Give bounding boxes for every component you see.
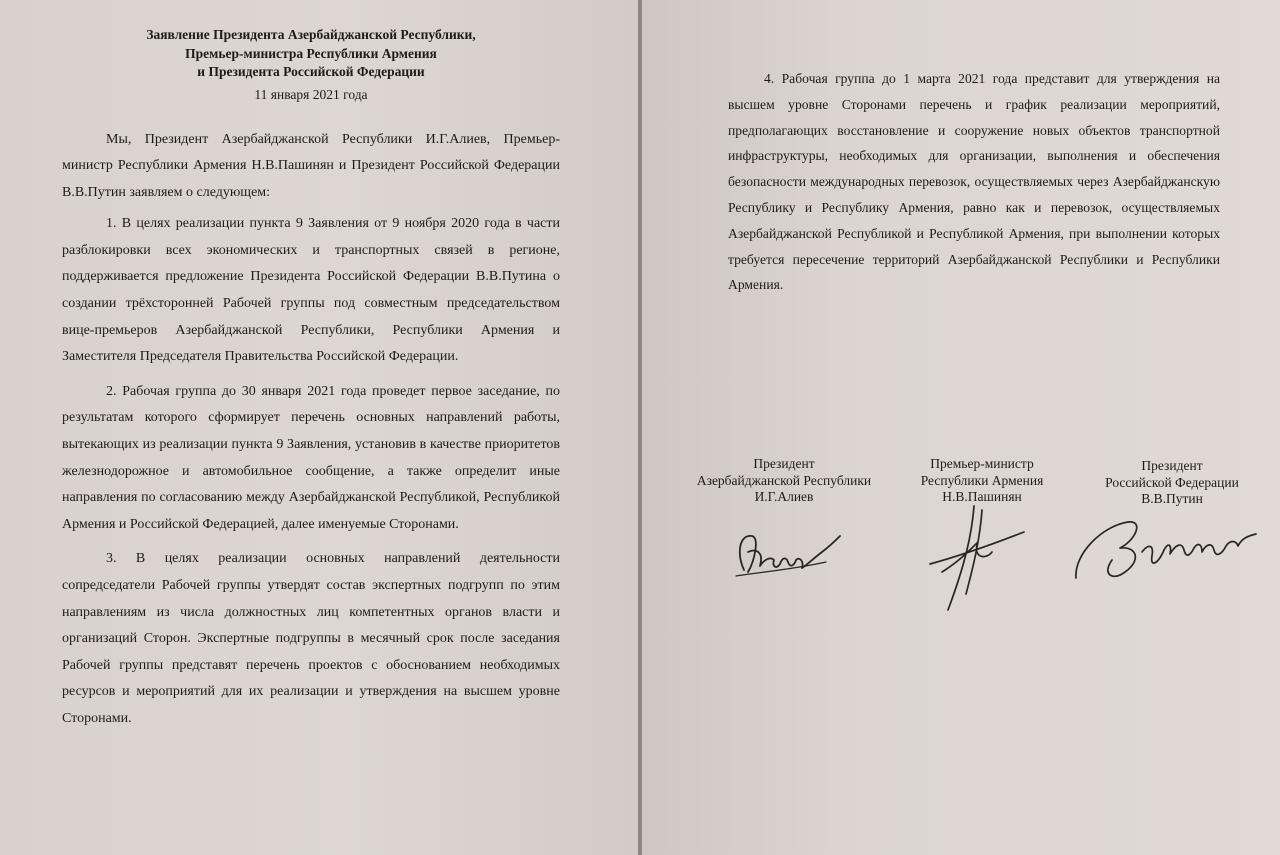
signature-aliyev-mark bbox=[730, 522, 850, 582]
title-line-2: Премьер-министра Республики Армения bbox=[185, 45, 437, 61]
signatory-1-role: Президент bbox=[753, 456, 815, 471]
signatory-3-country: Российской Федерации bbox=[1105, 474, 1239, 490]
point-3-paragraph: 3. В целях реализации основных направлений деятельности сопредседатели Рабочей группы утвердят состав экспертных подгрупп по этим направлениям из числа должностных лиц компетентных органов власти и организаций Сторон. Экспертные подгруппы в месячный срок после заседания Рабочей группы представят перечень проектов с обоснованием необходимых ресурсов и мероприятий для их реализации и утверждения на высшем уровне Сторонами. bbox=[62, 551, 560, 726]
signatory-2-role: Премьер-министр bbox=[930, 456, 1034, 471]
signatory-pashinyan bbox=[902, 456, 1062, 506]
point-4-paragraph: 4. Рабочая группа до 1 марта 2021 года представит для утверждения на высшем уровне Сторонами перечень и график реализации мероприятий, предполагающих восстановление и сооружение новых объектов транспортной инфраструктуры, необходимых для организации, выполнения и обеспечения безопасности международных перевозок, осуществляемых через Азербайджанскую Республику и Республику Армения, равно как и перевозок, осуществляемых Азербайджанской Республикой и Республикой Армения, при выполнении которых требуется пересечение территорий Азербайджанской Республики и Республики Армения. bbox=[728, 71, 1220, 293]
signatory-1-country: Азербайджанской Республики bbox=[696, 472, 872, 488]
statement-date: 11 января 2021 года bbox=[254, 86, 368, 102]
signatory-aliyev bbox=[678, 456, 890, 506]
signature-pashinyan-mark bbox=[922, 502, 1032, 614]
point-2-paragraph: 2. Рабочая группа до 30 января 2021 года проведет первое заседание, по результатам которого сформирует перечень основных направлений работы, вытекающих из реализации пункта 9 Заявления, установив в качестве приоритетов железнодорожное и автомобильное сообщение, а также определит иные направления по согласованию между Азербайджанской Республикой, Республикой Армения и Российской Федерацией, далее именуемые Сторонами. bbox=[62, 383, 560, 532]
signatory-3-role: Президент bbox=[1141, 458, 1203, 473]
point-1-paragraph: 1. В целях реализации пункта 9 Заявления от 9 ноября 2020 года в части разблокировки всех экономических и транспортных связей в регионе, поддерживается предложение Президента Российской Федерации В.В.Путина о создании трёхсторонней Рабочей группы под совместным председательством вице-премьеров Азербайджанской Республики, Республики Армения и Заместителя Председателя Правительства Российской Федерации. bbox=[62, 216, 560, 365]
signatory-putin bbox=[1084, 458, 1260, 508]
signature-putin-mark bbox=[1072, 514, 1262, 590]
document-page-right bbox=[642, 0, 1280, 855]
signature-block bbox=[678, 456, 1258, 616]
signatory-2-name: Н.В.Пашинян bbox=[942, 489, 1022, 504]
statement-title bbox=[62, 26, 560, 82]
title-line-1: Заявление Президента Азербайджанской Республики, bbox=[146, 27, 476, 42]
intro-paragraph: Мы, Президент Азербайджанской Республики И.Г.Алиев, Премьер-министр Республики Армения Н.В.Пашинян и Президент Российской Федерации В.В.Путин заявляем о следующем: bbox=[62, 131, 560, 200]
document-page-left bbox=[0, 0, 638, 855]
signatory-2-country: Республики Армения bbox=[920, 472, 1044, 488]
title-line-3: и Президента Российской Федерации bbox=[197, 64, 425, 79]
signatory-1-name: И.Г.Алиев bbox=[754, 489, 814, 504]
signatory-3-name: В.В.Путин bbox=[1141, 491, 1203, 506]
